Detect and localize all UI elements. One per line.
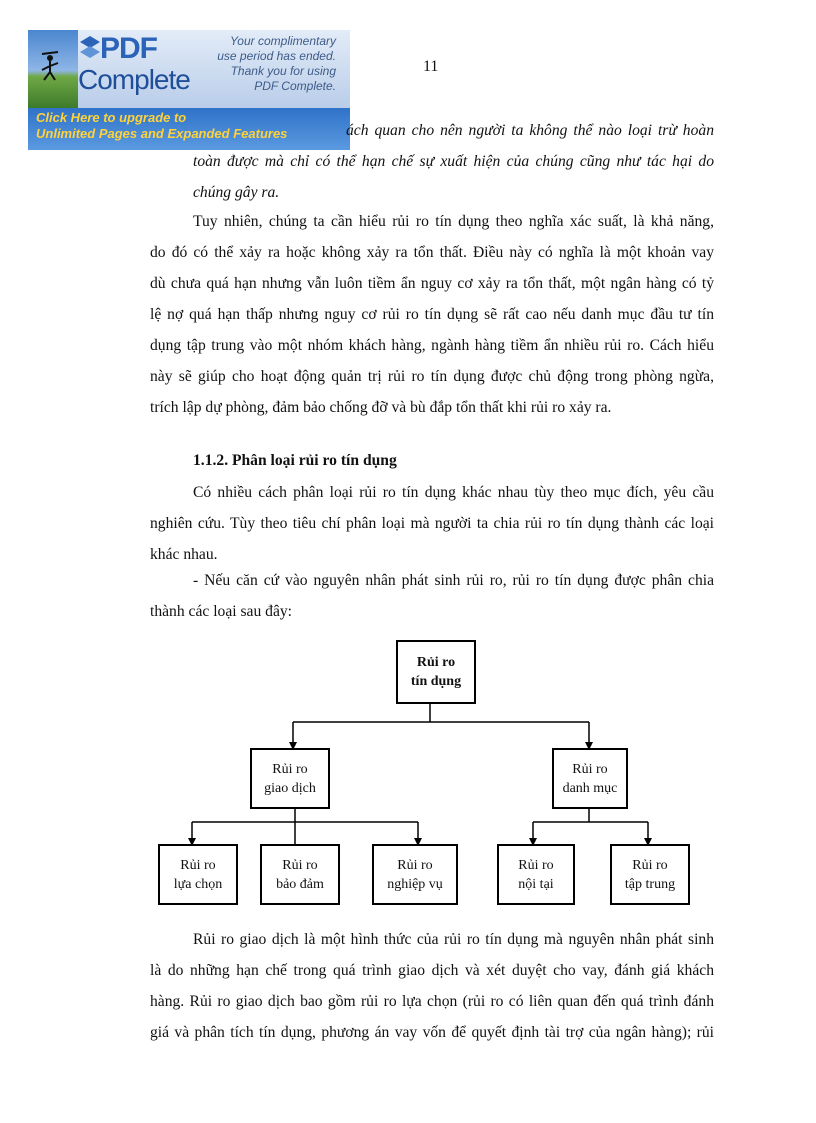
banner-header bbox=[28, 30, 350, 108]
paragraph bbox=[150, 477, 714, 570]
node-portfolio-risk bbox=[552, 748, 628, 809]
node-label: Rủi ro bbox=[180, 857, 216, 873]
upgrade-cta-line[interactable]: Unlimited Pages and Expanded Features bbox=[36, 126, 288, 141]
text-line: khác nhau. bbox=[150, 546, 218, 563]
node-guarantee-risk bbox=[260, 844, 340, 905]
banner-message-line: Thank you for using bbox=[230, 64, 336, 78]
node-label: danh mục bbox=[562, 780, 618, 796]
node-label: nội tại bbox=[518, 876, 554, 892]
node-label: Rủi ro bbox=[397, 857, 433, 873]
node-operational-risk bbox=[372, 844, 458, 905]
node-label: tập trung bbox=[624, 876, 676, 892]
text-line: dụng tập trung vào một nhóm khách hàng, ngành hàng tiềm ẩn nhiều rủi ro. Cách hiểu bbox=[150, 337, 714, 354]
skydiver-icon bbox=[28, 30, 78, 108]
text-line: Tuy nhiên, chúng ta cần hiểu rủi ro tín dụng theo nghĩa xác suất, là khả năng, bbox=[193, 213, 714, 230]
node-label: lựa chọn bbox=[173, 876, 223, 892]
paragraph bbox=[150, 565, 714, 627]
banner-message bbox=[217, 34, 336, 94]
text-line: thành các loại sau đây: bbox=[150, 603, 293, 620]
text-line: chúng gây ra. bbox=[193, 184, 280, 201]
credit-risk-diagram bbox=[150, 636, 710, 916]
text-line: trích lập dự phòng, đảm bảo chống đỡ và bù đắp tổn thất khi rủi ro xảy ra. bbox=[150, 399, 612, 416]
paragraph bbox=[150, 924, 714, 1048]
node-selection-risk bbox=[158, 844, 238, 905]
text-line: ách quan cho nên người ta không thể nào loại trừ hoàn bbox=[346, 122, 714, 139]
text-line: này sẽ giúp cho hoạt động quản trị rủi ro tín dụng được chủ động trong phòng ngừa, bbox=[150, 368, 714, 385]
upgrade-cta-line[interactable]: Click Here to upgrade to bbox=[36, 110, 187, 125]
brand-complete: Complete bbox=[78, 64, 190, 95]
node-label: Rủi ro bbox=[518, 857, 554, 873]
node-label: Rủi ro bbox=[272, 761, 308, 777]
node-label: nghiệp vụ bbox=[387, 876, 443, 892]
text-line: Có nhiều cách phân loại rủi ro tín dụng khác nhau tùy theo mục đích, yêu cầu bbox=[193, 484, 714, 501]
text-line: hàng. Rủi ro giao dịch bao gồm rủi ro lựa chọn (rủi ro có liên quan đến quá trình đánh bbox=[150, 993, 714, 1010]
pdf-complete-logo bbox=[78, 34, 208, 104]
text-line: toàn được mà chỉ có thể hạn chế sự xuất hiện của chúng cũng như tác hại do bbox=[193, 153, 714, 170]
node-label: tín dụng bbox=[410, 674, 462, 689]
node-label: Rủi ro bbox=[282, 857, 318, 873]
node-internal-risk bbox=[497, 844, 575, 905]
banner-message-line: PDF Complete. bbox=[254, 79, 336, 93]
node-label: Rủi ro bbox=[632, 857, 668, 873]
banner-message-line: Your complimentary bbox=[229, 34, 336, 48]
node-concentration-risk bbox=[610, 844, 690, 905]
text-line: dù chưa quá hạn nhưng vẫn luôn tiềm ẩn nguy cơ xảy ra tổn thất, một ngân hàng có tỷ bbox=[150, 275, 714, 292]
text-line: do đó có thể xảy ra hoặc không xảy ra tổn thất. Điều này có nghĩa là một khoản vay bbox=[150, 244, 714, 261]
node-label: giao dịch bbox=[264, 780, 316, 796]
quote-paragraph bbox=[193, 115, 714, 208]
banner-message-line: use period has ended. bbox=[217, 49, 336, 63]
text-line: - Nếu căn cứ vào nguyên nhân phát sinh rủi ro, rủi ro tín dụng được phân chia bbox=[193, 572, 714, 589]
text-line: lệ nợ quá hạn thấp nhưng nguy cơ rủi ro tín dụng sẽ rất cao nếu danh mục đầu tư tín bbox=[150, 306, 714, 323]
node-label: Rủi ro bbox=[416, 655, 456, 670]
arrow-logo-icon bbox=[78, 36, 102, 64]
node-label: bảo đảm bbox=[276, 876, 324, 892]
text-line: là do những hạn chế trong quá trình giao dịch và xét duyệt cho vay, đánh giá khách bbox=[150, 962, 714, 979]
paragraph bbox=[150, 206, 714, 423]
node-label: Rủi ro bbox=[572, 761, 608, 777]
section-heading: 1.1.2. Phân loại rủi ro tín dụng bbox=[193, 452, 397, 469]
page-number: 11 bbox=[423, 58, 439, 75]
node-credit-risk bbox=[396, 640, 476, 704]
text-line: Rủi ro giao dịch là một hình thức của rủi ro tín dụng mà nguyên nhân phát sinh bbox=[193, 931, 714, 948]
brand-pdf: PDF bbox=[100, 32, 157, 65]
node-transaction-risk bbox=[250, 748, 330, 809]
banner-photo bbox=[28, 30, 78, 108]
text-line: nghiên cứu. Tùy theo tiêu chí phân loại mà người ta chia rủi ro tín dụng thành các loại bbox=[150, 515, 714, 532]
text-line: giá và phân tích tín dụng, phương án vay vốn để quyết định tài trợ của ngân hàng); rủi bbox=[150, 1024, 714, 1041]
